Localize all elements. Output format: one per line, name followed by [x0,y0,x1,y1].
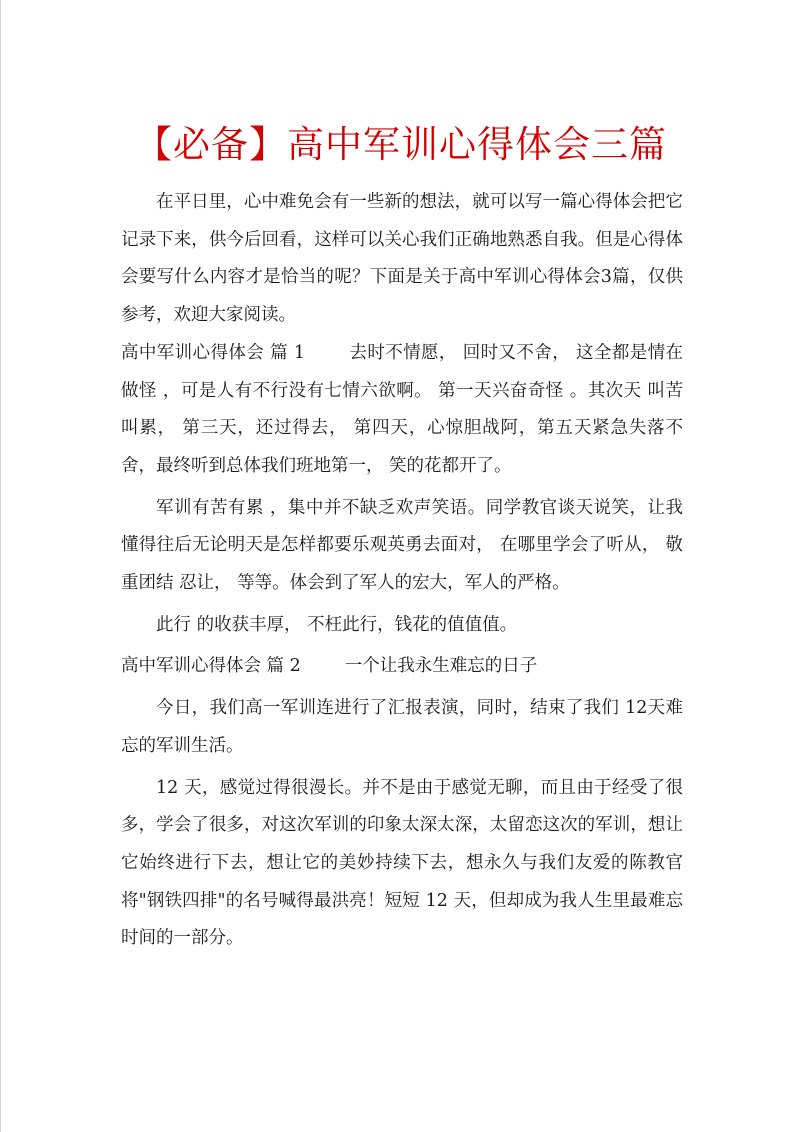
section2-paragraph-1: 今日，我们高一军训连进行了汇报表演，同时，结束了我们 12天难忘的军训生活。 [121,698,683,756]
section1-paragraph-2: 军训有苦有累 ，集中并不缺乏欢声笑语。同学教官谈天说笑，让我懂得往后无论明天是怎样都要乐观英勇去面对， 在哪里学会了听从， 敬重团结 忍让， 等等。体会到了军人的宏大，军人的严格。 [121,497,683,594]
section1-paragraph-3: 此行 的收获丰厚， 不枉此行，钱花的值值值。 [156,614,518,635]
section1-heading: 高中军训心得体会 篇 1 [121,342,306,363]
section2-subtitle: 一个让我永生难忘的日子 [344,656,538,677]
section2-heading-line [121,648,683,686]
page-title: 【必备】高中军训心得体会三篇 [135,123,667,166]
document-body [121,184,683,958]
section2-paragraph-2: 12 天，感觉过得很漫长。并不是由于感觉无聊，而且由于经受了很多，学会了很多，对这次军训的印象太深太深，太留恋这次的军训，想让它始终进行下去，想让它的美妙持续下去，想永久与我们友爱的陈教官将"钢铁四排"的名号喊得最洪亮！短短 12 天，但却成为我人生里最难忘时间的一部分。 [121,777,683,949]
section1-text: 去时不情愿， 回时又不舍， 这全都是情在做怪 ，可是人有不行没有七情六欲啊。 第一天兴奋奇怪 。其次天 叫苦叫累， 第三天，还过得去， 第四天，心惊胆战阿，第五天紧急失落不舍，最终听到总体我们班地第一， 笑的花都开了。 [121,342,683,476]
section1-paragraph-1 [121,335,683,486]
section2-heading: 高中军训心得体会 篇 2 [121,656,301,677]
intro-paragraph: 在平日里，心中难免会有一些新的想法，就可以写一篇心得体会把它记录下来，供今后回看，这样可以关心我们正确地熟悉自我。但是心得体会要写什么内容才是恰当的呢？下面是关于高中军训心得体会3篇，仅供参考，欢迎大家阅读。 [121,192,683,326]
